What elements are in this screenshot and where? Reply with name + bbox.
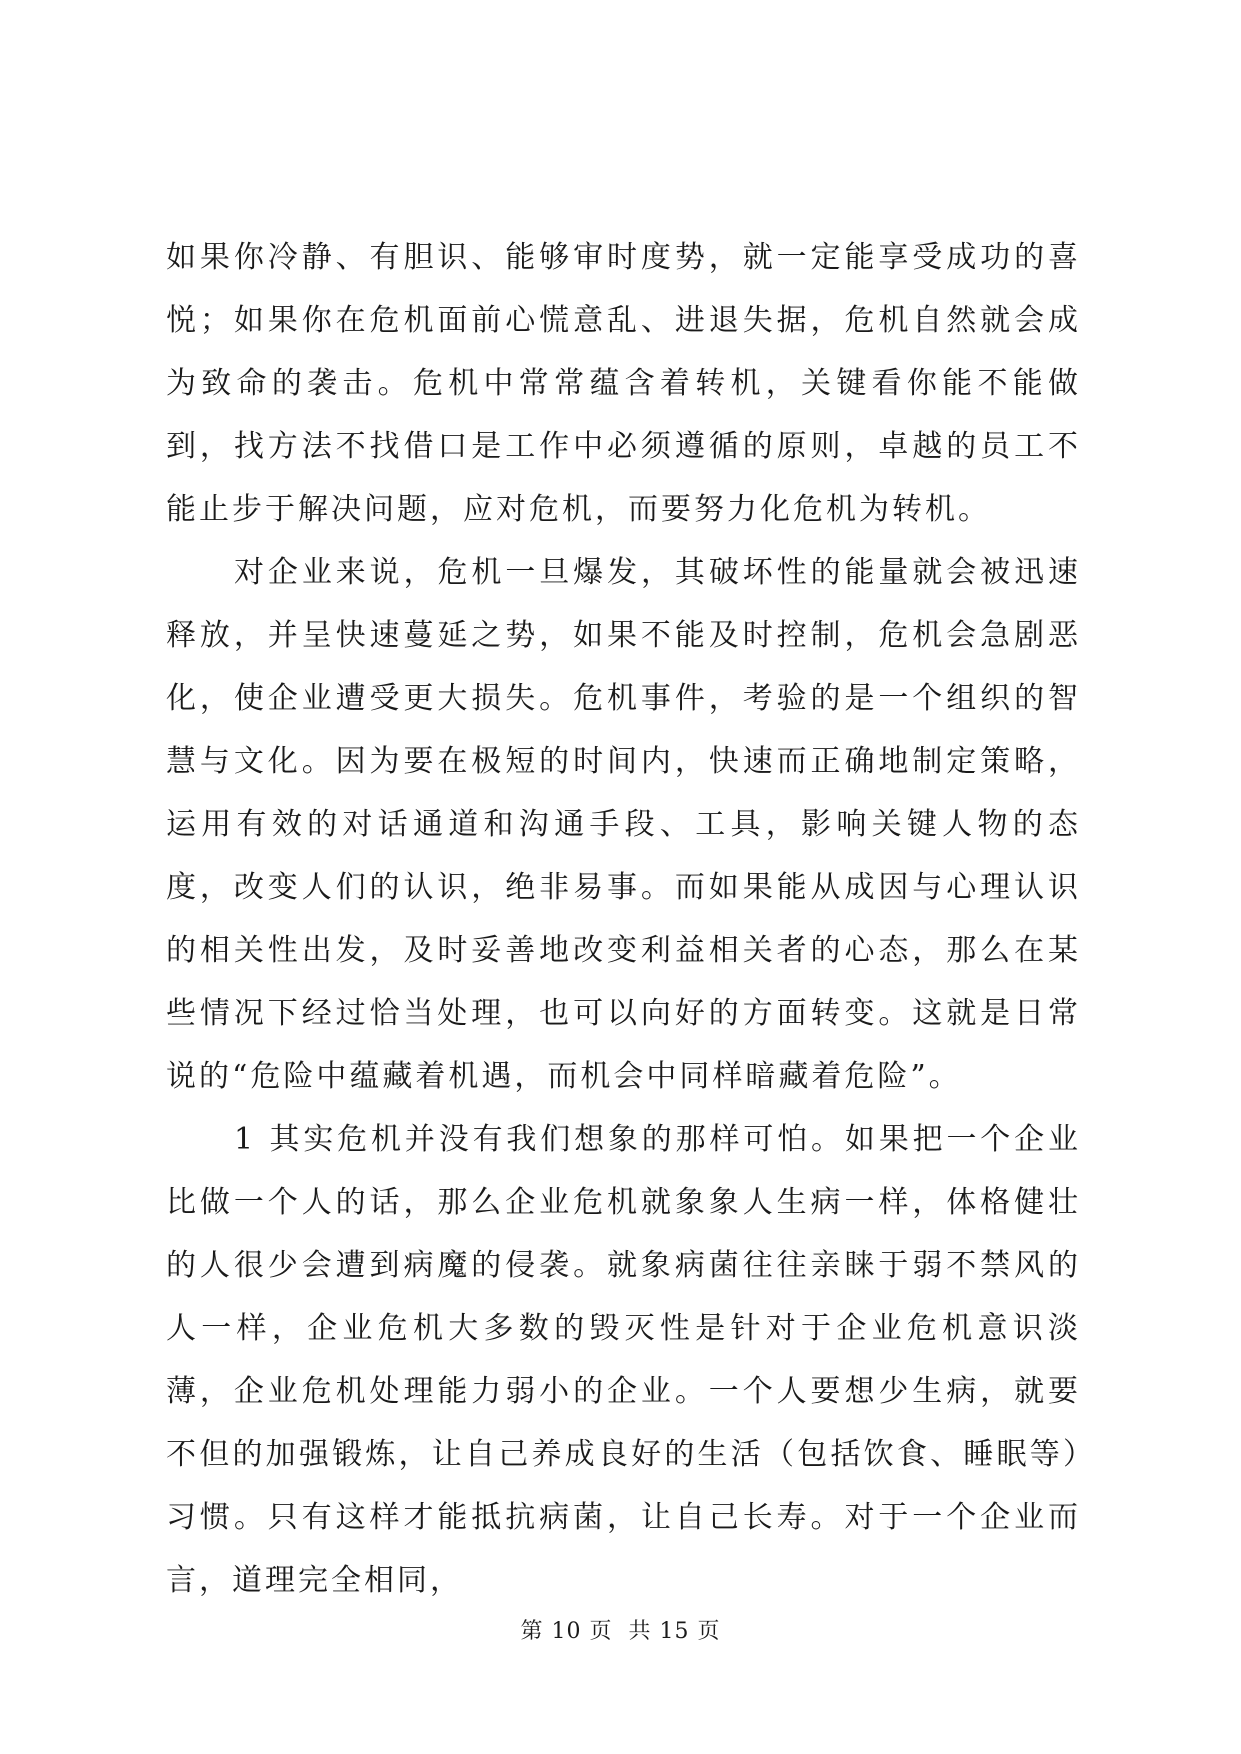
page-footer: [0, 1614, 1241, 1645]
paragraph-2: 对企业来说，危机一旦爆发，其破坏性的能量就会被迅速释放，并呈快速蔓延之势，如果不能及时控制，危机会急剧恶化，使企业遭受更大损失。危机事件，考验的是一个组织的智慧与文化。因为要在极短的时间内，快速而正确地制定策略，运用有效的对话通道和沟通手段、工具，影响关键人物的态度，改变人们的认识，绝非易事。而如果能从成因与心理认识的相关性出发，及时妥善地改变利益相关者的心态，那么在某些情况下经过恰当处理，也可以向好的方面转变。这就是日常说的“危险中蕴藏着机遇，而机会中同样暗藏着危险”。: [166, 555, 1081, 1094]
paragraph-1: 如果你冷静、有胆识、能够审时度势，就一定能享受成功的喜悦；如果你在危机面前心慌意乱、进退失据，危机自然就会成为致命的袭击。危机中常常蕴含着转机，关键看你能不能做到，找方法不找借口是工作中必须遵循的原则，卓越的员工不能止步于解决问题，应对危机，而要努力化危机为转机。: [166, 240, 1081, 527]
paragraph-3: 1 其实危机并没有我们想象的那样可怕。如果把一个企业比做一个人的话，那么企业危机就象象人生病一样，体格健壮的人很少会遭到病魔的侵袭。就象病菌往往亲睐于弱不禁风的人一样，企业危机大多数的毁灭性是针对于企业危机意识淡薄，企业危机处理能力弱小的企业。一个人要想少生病，就要不但的加强锻炼，让自己养成良好的生活（包括饮食、睡眠等）习惯。只有这样才能抵抗病菌，让自己长寿。对于一个企业而言，道理完全相同，: [166, 1122, 1081, 1598]
page-number-label: 第 10 页 共 15 页: [520, 1619, 721, 1644]
